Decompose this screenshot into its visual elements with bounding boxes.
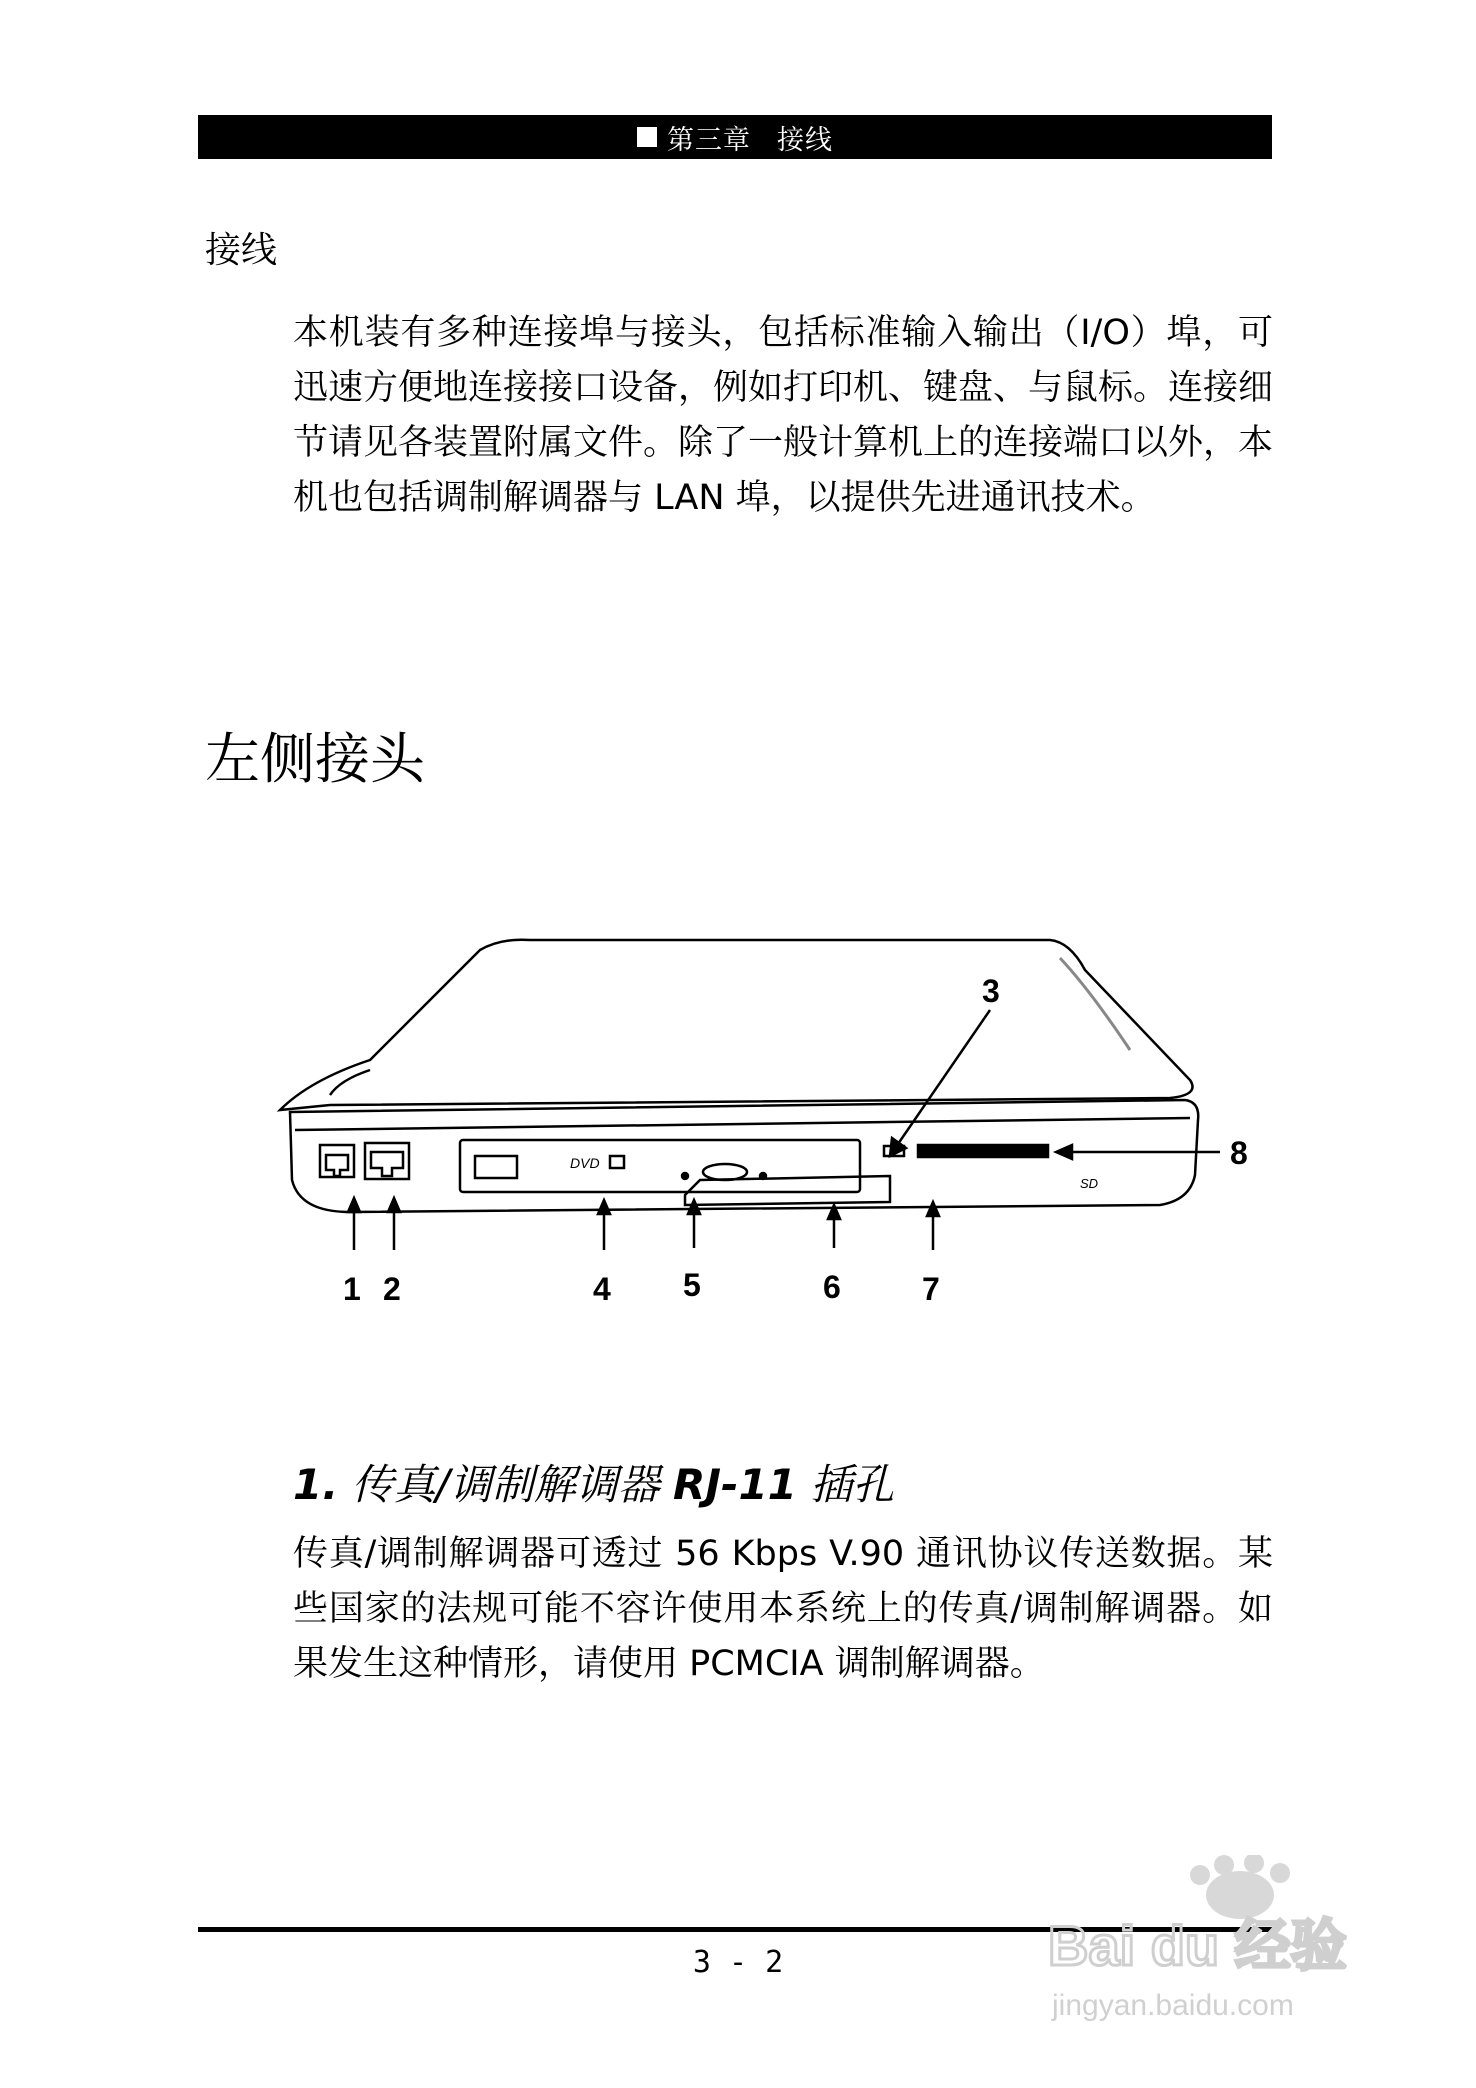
subsection-title-b: RJ-11 bbox=[673, 1460, 797, 1509]
chapter-title: 接线 bbox=[777, 124, 833, 156]
chapter-number: 第三章 bbox=[667, 124, 751, 156]
subsection-number: 1. bbox=[293, 1460, 339, 1509]
baidu-watermark bbox=[1040, 1855, 1460, 2055]
left-connectors-heading: 左侧接头 bbox=[205, 727, 426, 791]
intro-text: 本机装有多种连接埠与接头，包括标准输入输出（I/O）埠，可迅速方便地连接接口设备，例如打印机、键盘、与鼠标。连接细节请见各装置附属文件。除了一般计算机上的连接端口以外，本机也包括调制解调器与 LAN 埠，以提供先进通讯技术。 bbox=[293, 313, 1274, 518]
square-bullet-icon bbox=[637, 127, 657, 147]
intro-paragraph bbox=[293, 306, 1273, 526]
watermark-url: jingyan.baidu.com bbox=[1052, 1989, 1294, 2022]
card-reader-slot bbox=[918, 1145, 1048, 1157]
subsection-title-a: 传真/调制解调器 bbox=[338, 1460, 674, 1509]
callout-1: 1 bbox=[343, 1271, 361, 1307]
laptop-lid bbox=[280, 940, 1193, 1110]
subsection-heading bbox=[293, 1452, 894, 1512]
page-number: 3 - 2 bbox=[692, 1945, 784, 1980]
eject-button bbox=[703, 1164, 747, 1180]
watermark-brand: Bai du 经验 bbox=[1048, 1914, 1347, 1977]
callout-4: 4 bbox=[593, 1271, 611, 1307]
subsection-body: 传真/调制解调器可透过 56 Kbps V.90 通讯协议传送数据。某些国家的法规可能不容许使用本系统上的传真/调制解调器。如果发生这种情形，请使用 PCMCIA 调制解调器。 bbox=[293, 1534, 1273, 1684]
callout-5: 5 bbox=[683, 1267, 701, 1303]
callout-2: 2 bbox=[383, 1271, 401, 1307]
subsection-title-c: 插孔 bbox=[796, 1460, 895, 1509]
dvd-logo-text: DVD bbox=[570, 1155, 600, 1171]
section-label: 接线 bbox=[205, 230, 278, 271]
callout-7: 7 bbox=[922, 1271, 940, 1307]
callout-6: 6 bbox=[823, 1269, 841, 1305]
optical-drive bbox=[460, 1140, 860, 1192]
chapter-header-bar bbox=[198, 115, 1272, 159]
callout-8: 8 bbox=[1230, 1135, 1248, 1171]
callout-3: 3 bbox=[982, 973, 1000, 1009]
sd-logo-text: SD bbox=[1080, 1176, 1099, 1191]
laptop-left-side-figure bbox=[270, 930, 1320, 1320]
laptop-base bbox=[290, 1100, 1198, 1212]
